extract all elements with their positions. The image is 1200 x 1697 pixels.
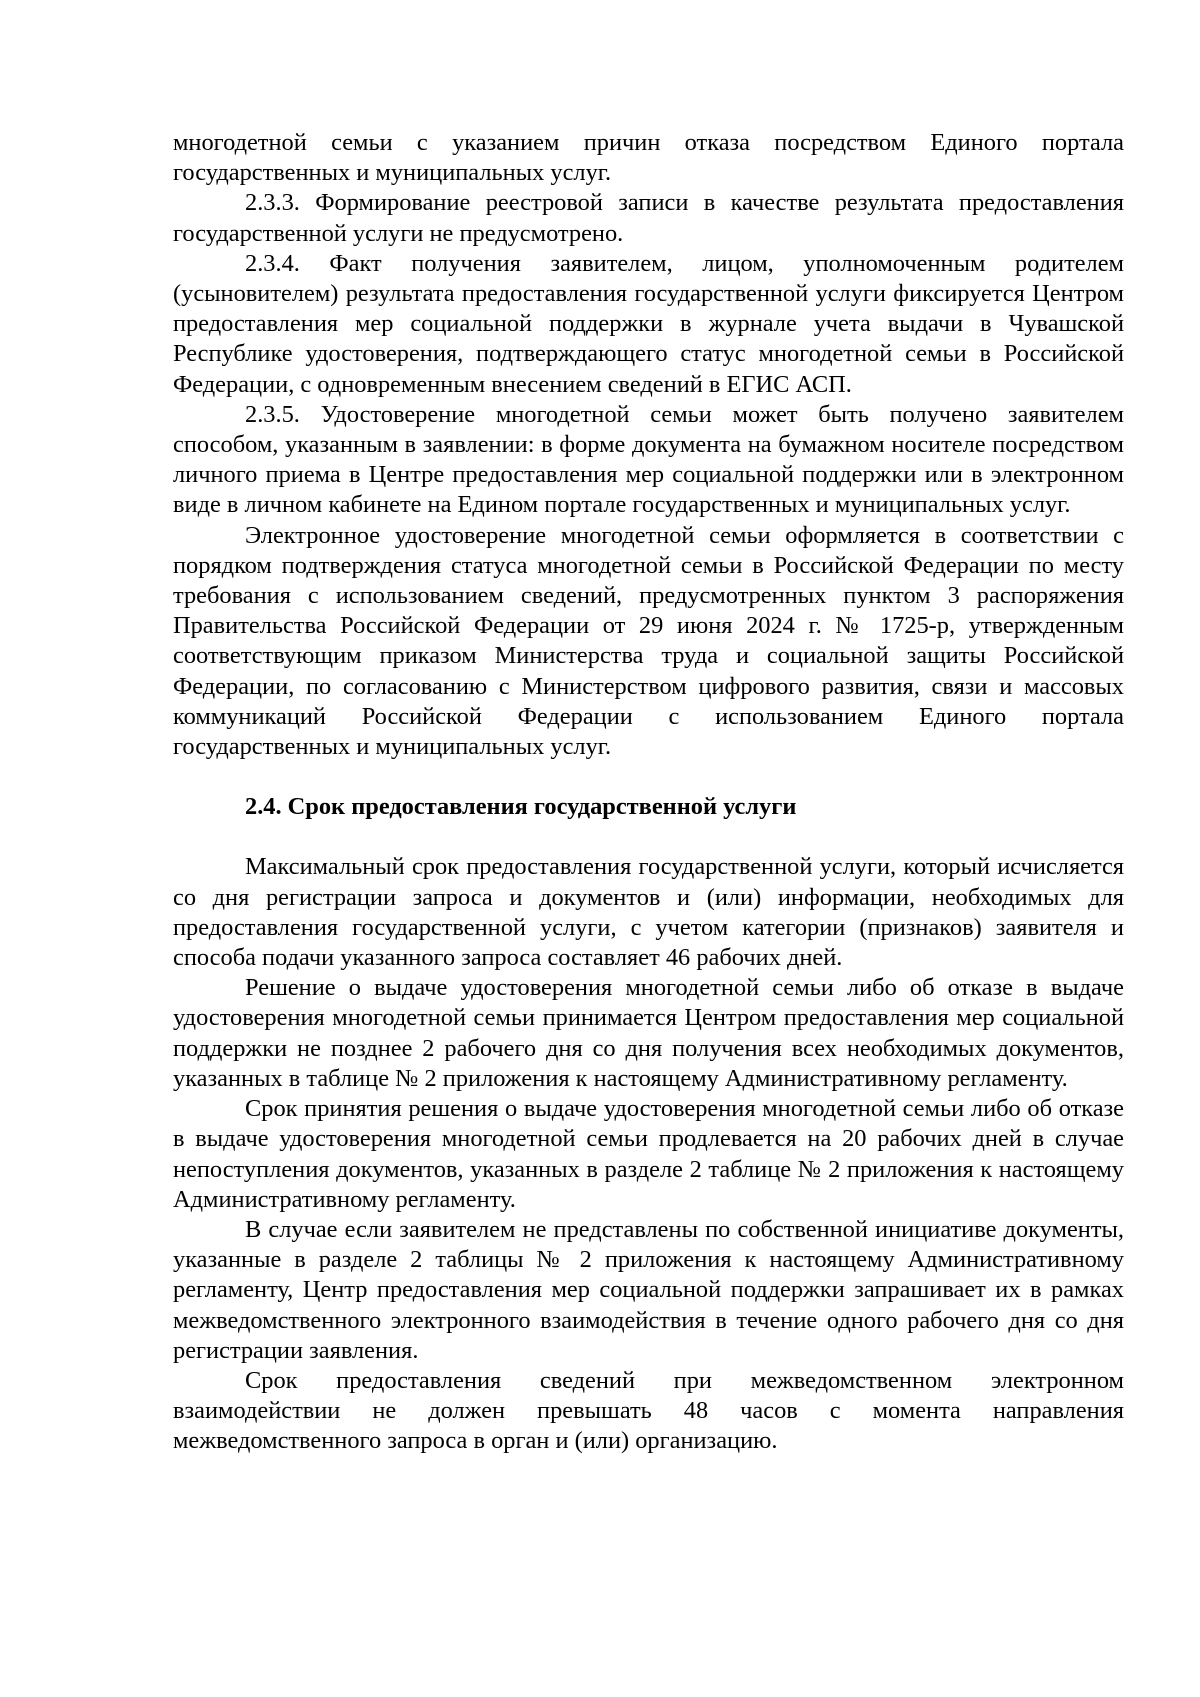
- paragraph-decision: Решение о выдаче удостоверения многодетной семьи либо об отказе в выдаче удостоверения многодетной семьи принимается Центром предоставления мер социальной поддержки не позднее 2 рабочего дня со дня получения всех необходимых документов, указанных в таблице № 2 приложения к настоящему Административному регламенту.: [173, 974, 1124, 1092]
- document-page: [173, 128, 1124, 1457]
- paragraph-electronic-certificate: Электронное удостоверение многодетной семьи оформляется в соответствии с порядком подтверждения статуса многодетной семьи в Российской Федерации по месту требования с использованием сведений, предусмотренных пунктом 3 распоряжения Правительства Российской Федерации от 29 июня 2024 г. № 1725-р, утвержденным соответствующим приказом Министерства труда и социальной защиты Российской Федерации, по согласованию с Министерством цифрового развития, связи и массовых коммуникаций Российской Федерации с использованием Единого портала государственных и муниципальных услуг.: [173, 521, 1124, 761]
- paragraph-continuation: многодетной семьи с указанием причин отказа посредством Единого портала государственных и муниципальных услуг.: [173, 129, 1124, 187]
- paragraph-interagency-request: В случае если заявителем не представлены по собственной инициативе документы, указанные в разделе 2 таблицы № 2 приложения к настоящему Административному регламенту, Центр предоставления мер социальной поддержки запрашивает их в рамках межведомственного электронного взаимодействия в течение одного рабочего дня со дня регистрации заявления.: [173, 1215, 1124, 1364]
- paragraph-extension: Срок принятия решения о выдаче удостоверения многодетной семьи либо об отказе в выдаче удостоверения многодетной семьи продлевается на 20 рабочих дней в случае непоступления документов, указанных в разделе 2 таблице № 2 приложения к настоящему Административному регламенту.: [173, 1095, 1124, 1213]
- paragraph-2-3-4: 2.3.4. Факт получения заявителем, лицом, уполномоченным родителем (усыновителем) результата предоставления государственной услуги фиксируется Центром предоставления мер социальной поддержки в журнале учета выдачи в Чувашской Республике удостоверения, подтверждающего статус многодетной семьи в Российской Федерации, с одновременным внесением сведений в ЕГИС АСП.: [173, 249, 1124, 398]
- section-heading-2-4: 2.4. Срок предоставления государственной услуги: [245, 793, 797, 821]
- paragraph-2-3-3: 2.3.3. Формирование реестровой записи в качестве результата предоставления государственной услуги не предусмотрено.: [173, 189, 1124, 247]
- paragraph-interagency-term: Срок предоставления сведений при межведомственном электронном взаимодействии не должен превышать 48 часов с момента направления межведомственного запроса в орган и (или) организацию.: [173, 1366, 1124, 1455]
- paragraph-2-3-5: 2.3.5. Удостоверение многодетной семьи может быть получено заявителем способом, указанным в заявлении: в форме документа на бумажном носителе посредством личного приема в Центре предоставления мер социальной поддержки или в электронном виде в личном кабинете на Едином портале государственных и муниципальных услуг.: [173, 400, 1124, 519]
- paragraph-max-term: Максимальный срок предоставления государственной услуги, который исчисляется со дня регистрации запроса и документов и (или) информации, необходимых для предоставления государственной услуги, с учетом категории (признаков) заявителя и способа подачи указанного запроса составляет 46 рабочих дней.: [173, 853, 1124, 972]
